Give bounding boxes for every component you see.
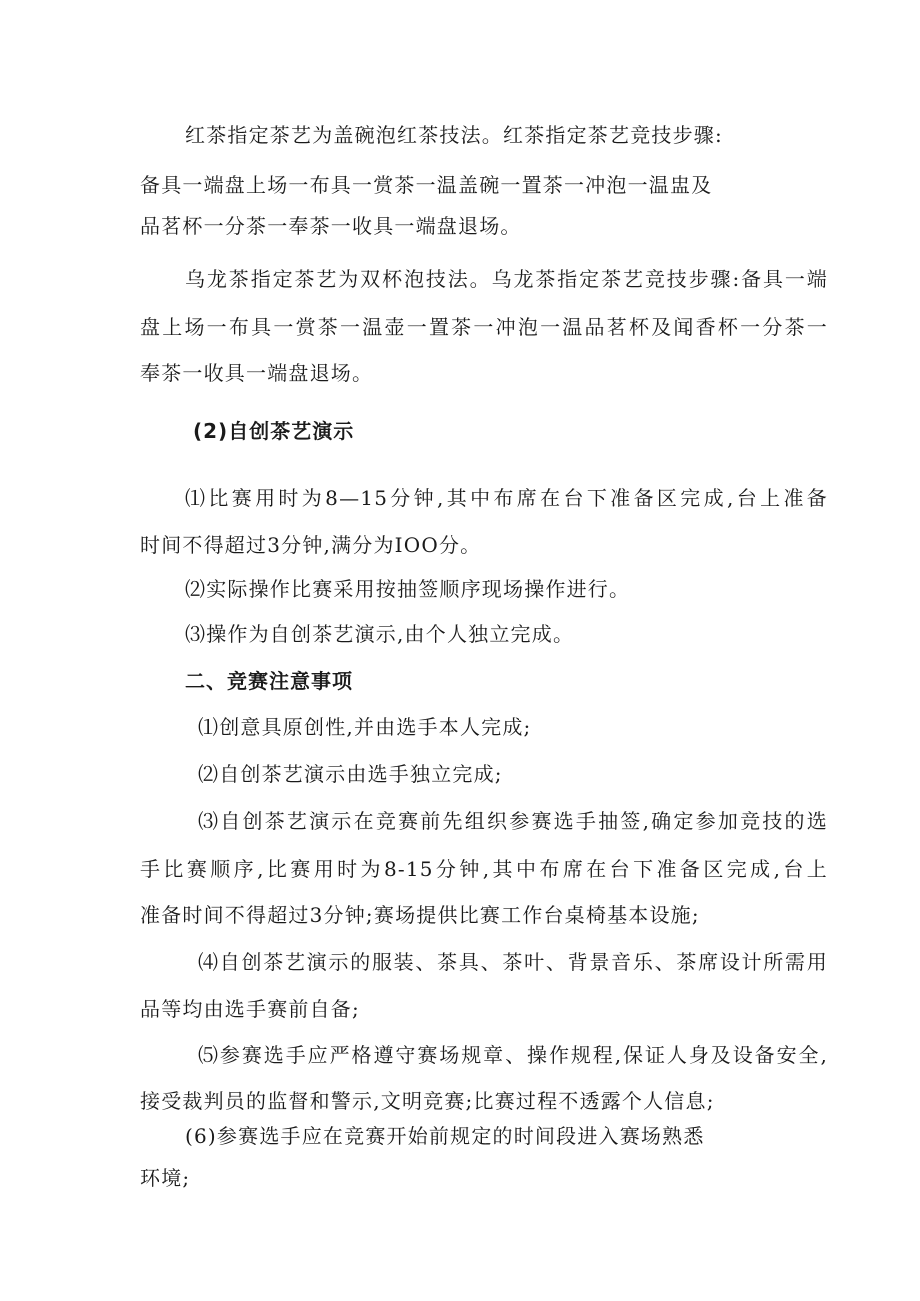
paragraph-line: 品等均由选手赛前自备; [140,997,360,1021]
paragraph-line: 备具一端盘上场一布具一赏茶一温盖碗一置茶一冲泡一温盅及 [140,173,713,197]
list-item: ⑷自创茶艺演示的服装、茶具、茶叶、背景音乐、茶席设计所需用 [198,950,828,974]
paragraph-line: 准备时间不得超过3分钟;赛场提供比赛工作台桌椅基本设施; [140,903,700,927]
list-item: ⑸参赛选手应严格遵守赛场规章、操作规程,保证人身及设备安全, [198,1043,828,1067]
paragraph-line: 时间不得超过3分钟,满分为IOO分。 [140,533,482,557]
section-heading: (2)自创茶艺演示 [193,419,355,443]
section-heading: 二、竞赛注意事项 [185,669,353,693]
paragraph-line: 接受裁判员的监督和警示,文明竞赛;比赛过程不透露个人信息; [140,1089,715,1113]
list-item: ⑵自创茶艺演示由选手独立完成; [198,762,503,786]
list-item: (6)参赛选手应在竞赛开始前规定的时间段进入赛场熟悉 [185,1124,705,1148]
paragraph-line: ⑵实际操作比赛采用按抽签顺序现场操作进行。 [185,577,631,601]
list-item: ⑴创意具原创性,并由选手本人完成; [198,715,532,739]
paragraph-line: 手比赛顺序,比赛用时为8-15分钟,其中布席在台下准备区完成,台上 [140,857,828,881]
paragraph-line: 红茶指定茶艺为盖碗泡红茶技法。红茶指定茶艺竞技步骤: [185,123,723,147]
paragraph-line: 盘上场一布具一赏茶一温壶一置茶一冲泡一温品茗杯及闻香杯一分茶一 [140,315,828,339]
list-item: ⑶自创茶艺演示在竞赛前先组织参赛选手抽签,确定参加竞技的选 [198,809,828,833]
paragraph-line: ⑴比赛用时为8—15分钟,其中布席在台下准备区完成,台上准备 [185,486,828,510]
paragraph-line: 环境; [140,1166,191,1190]
paragraph-line: ⑶操作为自创茶艺演示,由个人独立完成。 [185,622,575,646]
paragraph-line: 奉茶一收具一端盘退场。 [140,361,374,385]
paragraph-line: 品茗杯一分茶一奉茶一收具一端盘退场。 [140,214,522,238]
paragraph-line: 乌龙茶指定茶艺为双杯泡技法。乌龙茶指定茶艺竞技步骤:备具一端 [185,267,828,291]
